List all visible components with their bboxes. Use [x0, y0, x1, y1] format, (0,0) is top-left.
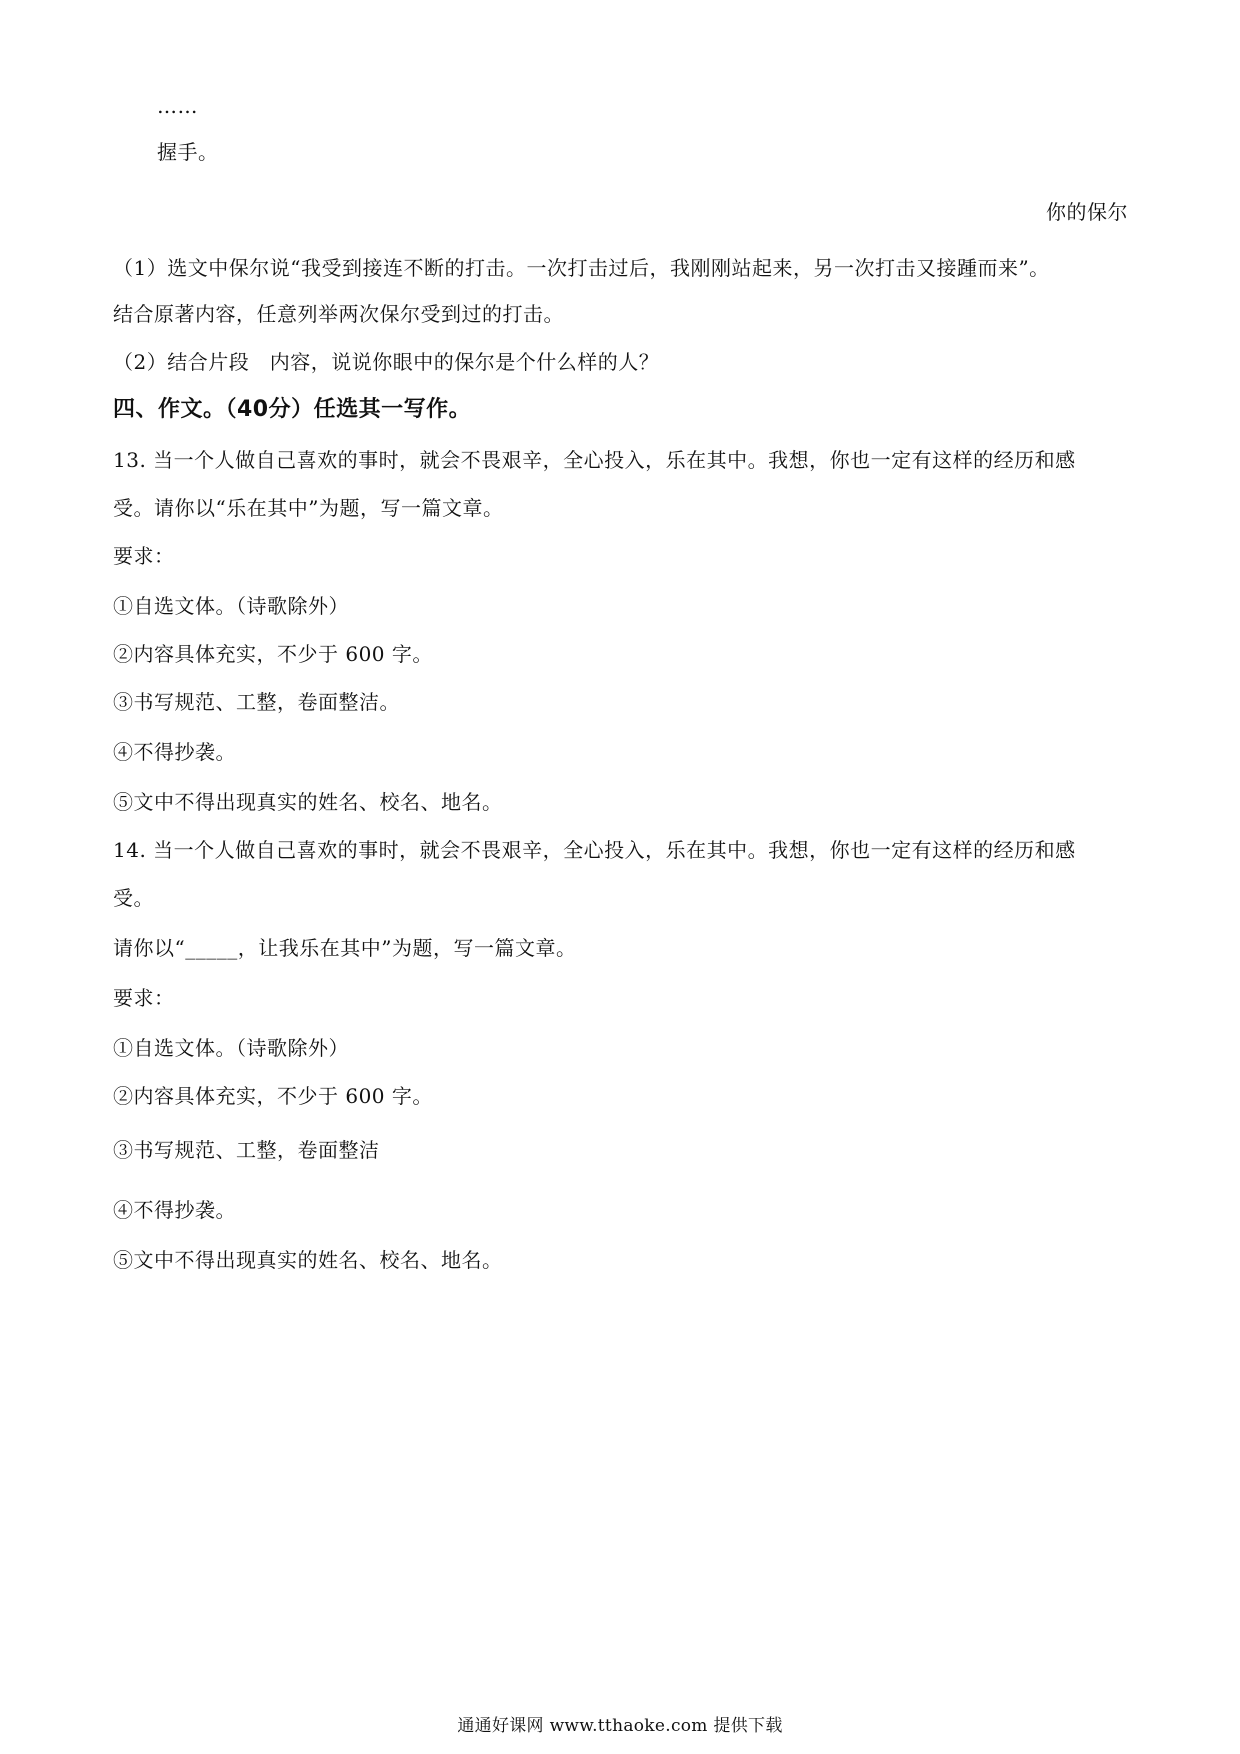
question-13-line-1: 13. 当一个人做自己喜欢的事时，就会不畏艰辛，全心投入，乐在其中。我想，你也一定有这样的经历和感 [113, 448, 1076, 472]
question-13-requirement: ③书写规范、工整，卷面整洁。 [113, 690, 400, 714]
letter-ellipsis: …… [157, 94, 198, 118]
letter-signature: 你的保尔 [1046, 200, 1128, 224]
question-14-requirement: ③书写规范、工整，卷面整洁 [113, 1138, 380, 1162]
page-footer: 通通好课网 www.tthaoke.com 提供下载 [457, 1716, 783, 1736]
letter-closing: 握手。 [157, 140, 219, 164]
question-13-requirement: ②内容具体充实，不少于 600 字。 [113, 642, 433, 666]
question-2: （2）结合片段 内容，说说你眼中的保尔是个什么样的人？ [113, 350, 660, 374]
question-13-requirement: ④不得抄袭。 [113, 740, 236, 764]
question-13-requirements-label: 要求： [113, 544, 175, 568]
question-13-line-2: 受。请你以“乐在其中”为题，写一篇文章。 [113, 496, 504, 520]
question-14-requirement: ④不得抄袭。 [113, 1198, 236, 1222]
question-14-requirement: ②内容具体充实，不少于 600 字。 [113, 1084, 433, 1108]
question-14-requirements-label: 要求： [113, 986, 175, 1010]
question-14-line-3: 请你以“_____，让我乐在其中”为题，写一篇文章。 [113, 936, 577, 960]
question-14-requirement: ①自选文体。（诗歌除外） [113, 1036, 349, 1060]
question-14-line-1: 14. 当一个人做自己喜欢的事时，就会不畏艰辛，全心投入，乐在其中。我想，你也一定有这样的经历和感 [113, 838, 1076, 862]
question-14-requirement: ⑤文中不得出现真实的姓名、校名、地名。 [113, 1248, 503, 1272]
question-1-line-1: （1）选文中保尔说“我受到接连不断的打击。一次打击过后，我刚刚站起来，另一次打击又接踵而来”。 [113, 256, 1050, 280]
question-13-requirement: ①自选文体。（诗歌除外） [113, 594, 349, 618]
section-heading: 四、作文。（40分）任选其一写作。 [113, 397, 472, 422]
question-14-line-2: 受。 [113, 886, 154, 910]
question-13-requirement: ⑤文中不得出现真实的姓名、校名、地名。 [113, 790, 503, 814]
question-1-line-2: 结合原著内容，任意列举两次保尔受到过的打击。 [113, 302, 564, 326]
